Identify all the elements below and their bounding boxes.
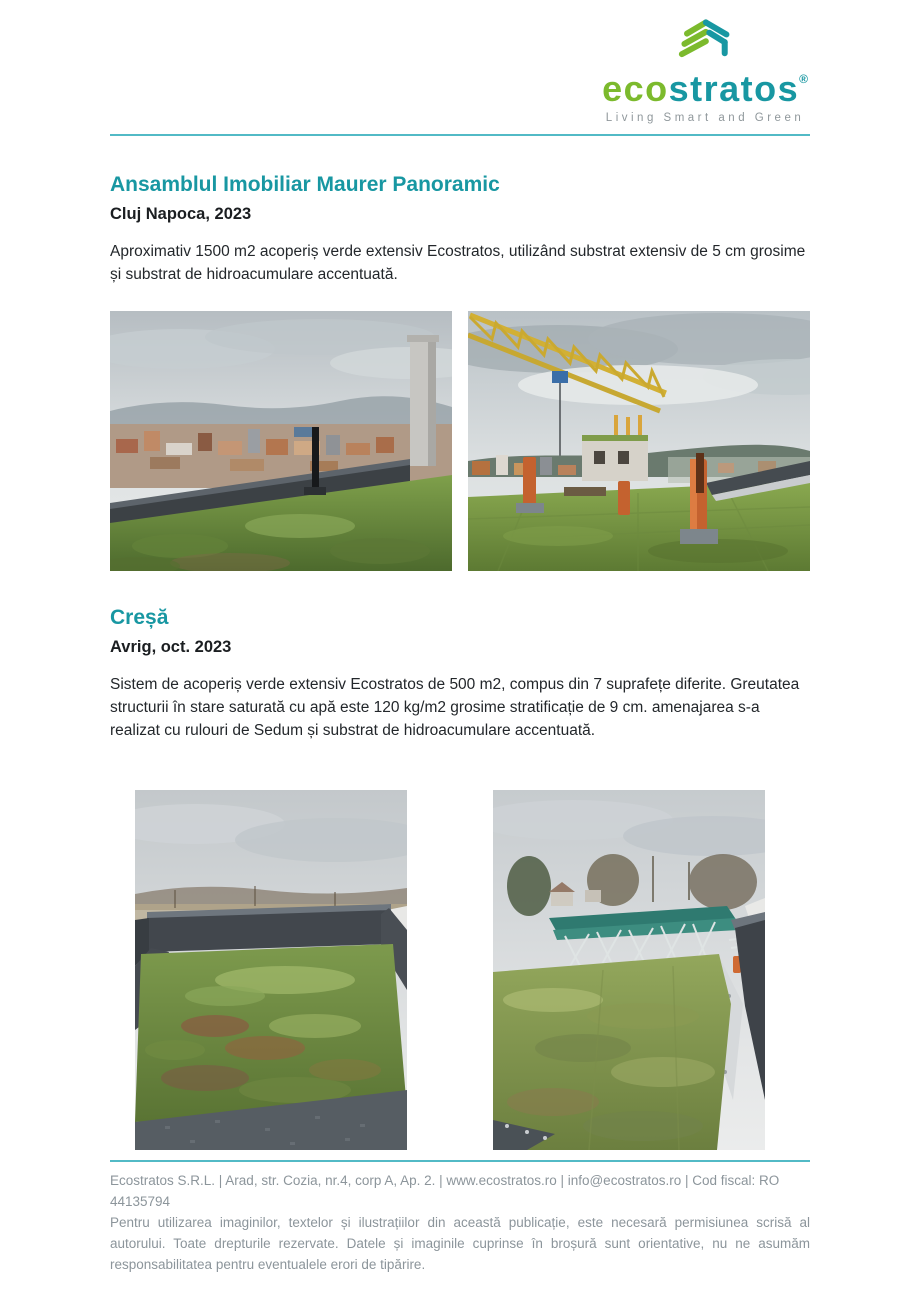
roof-photo-illustration (493, 790, 765, 1150)
photo-cresa-solar-structure (493, 790, 765, 1150)
footer-legal-text: Pentru utilizarea imaginilor, textelor și ilustrațiilor din această publicație, este necesară permisiunea scrisă al autorului. Toate drepturile rezervate. Datele și imaginile cuprinse în broșură sunt orientative, nu ne asumăm responsabilitatea pentru eventualele erori de tipărire. (110, 1214, 810, 1272)
photo-maurer-city-view (110, 311, 452, 571)
wordmark-stratos: stratos (668, 68, 800, 109)
footer-contact-line: Ecostratos S.R.L. | Arad, str. Cozia, nr.4, corp A, Ap. 2. | www.ecostratos.ro | info@ecostratos.ro | Cod fiscal: RO 44135794 (110, 1172, 780, 1209)
section-subtitle: Avrig, oct. 2023 (110, 638, 232, 656)
section-subtitle: Cluj Napoca, 2023 (110, 205, 252, 224)
section-title: Creșă (110, 605, 169, 629)
section-body: Sistem de acoperiș verde extensiv Ecostratos de 500 m2, compus din 7 suprafețe diferite. Greutatea structurii în stare saturată cu apă este 120 kg/m2 grosime stratificație de 9 cm. amenajarea s-a realizat cu rulouri de Sedum și substrat de hidroacumulare accentuată. (110, 675, 800, 739)
photo-maurer-crane (468, 311, 810, 571)
wordmark (602, 59, 808, 109)
header-divider (110, 134, 810, 136)
section-maurer-panoramic (110, 172, 810, 571)
section-title: Ansamblul Imobiliar Maurer Panoramic (110, 173, 500, 196)
photo-row-maurer (110, 311, 810, 571)
wordmark-eco: eco (602, 68, 669, 109)
header (0, 0, 920, 136)
registered-trademark: ® (799, 72, 808, 86)
roof-photo-illustration (110, 311, 452, 571)
roof-photo-illustration (468, 311, 810, 571)
ecostratos-logo (602, 13, 808, 124)
section-body: Aproximativ 1500 m2 acoperiș verde extensiv Ecostratos, utilizând substrat extensiv de 5 cm grosime și substrat de hidroacumulare accentuată. (110, 242, 806, 283)
roof-leaf-logo-icon (671, 13, 739, 61)
roof-photo-illustration (135, 790, 407, 1150)
main-content (110, 172, 810, 1150)
footer-divider (110, 1160, 810, 1162)
section-cresa (110, 605, 810, 1150)
footer-text (110, 1170, 810, 1275)
photo-row-cresa (135, 790, 810, 1150)
photo-cresa-sedum-roof (135, 790, 407, 1150)
brand-tagline: Living Smart and Green (605, 112, 805, 124)
footer (0, 1160, 920, 1275)
